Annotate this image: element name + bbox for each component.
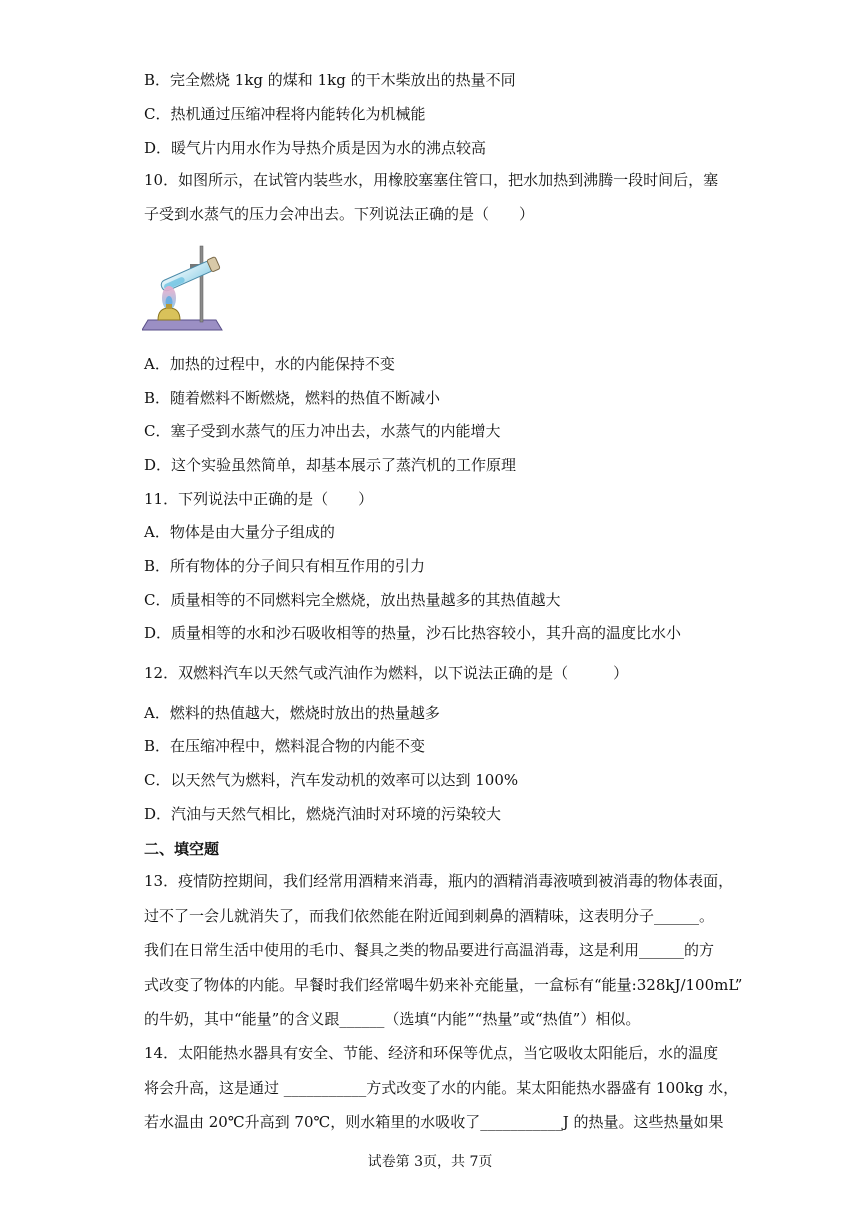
q12-option-b: B．在压缩冲程中，燃料混合物的内能不变 [144, 737, 426, 755]
q13-line-4: 式改变了物体的内能。早餐时我们经常喝牛奶来补充能量，一盒标有“能量:328kJ/100mL” [144, 975, 743, 994]
q13-line-3: 我们在日常生活中使用的毛巾、餐具之类的物品要进行高温消毒，这是利用______的方 [144, 941, 715, 959]
q11-option-b: B．所有物体的分子间只有相互作用的引力 [144, 557, 426, 575]
q10-option-d: D．这个实验虽然简单，却基本展示了蒸汽机的工作原理 [144, 456, 517, 474]
q14-text [144, 1036, 739, 1140]
section-title-fill-in: 二、填空题 [144, 840, 220, 858]
q12-option-d: D．汽油与天然气相比，燃烧汽油时对环境的污染较大 [144, 805, 502, 823]
q13-line-5: 的牛奶，其中“能量”的含义跟______（选填“内能”“热量”或“热值”）相似。 [144, 1010, 641, 1028]
q13-text [144, 864, 743, 1037]
q9-option-d: D．暖气片内用水作为导热介质是因为水的沸点较高 [144, 139, 487, 157]
q9-option-c: C．热机通过压缩冲程将内能转化为机械能 [144, 105, 426, 123]
q10-option-c: C．塞子受到水蒸气的压力冲出去，水蒸气的内能增大 [144, 422, 501, 440]
q12-stem: 12．双燃料汽车以天然气或汽油作为燃料，以下说法正确的是（ ） [144, 664, 629, 682]
q14-line-1: 14．太阳能热水器具有安全、节能、经济和环保等优点，当它吸收太阳能后，水的温度 [144, 1044, 719, 1062]
q10-option-a: A．加热的过程中，水的内能保持不变 [144, 355, 395, 373]
q12-option-c: C．以天然气为燃料，汽车发动机的效率可以达到 100% [144, 771, 519, 789]
q10-option-b: B．随着燃料不断燃烧，燃料的热值不断减小 [144, 389, 441, 407]
q11-stem: 11．下列说法中正确的是（ ） [144, 490, 374, 508]
q13-line-2: 过不了一会儿就消失了，而我们依然能在附近闻到刺鼻的酒精味，这表明分子______。 [144, 906, 715, 925]
q14-line-2: 将会升高，这是通过 ___________方式改变了水的内能。某太阳能热水器盛有 100kg 水， [144, 1078, 739, 1097]
q11-option-d: D．质量相等的水和沙石吸收相等的热量，沙石比热容较小，其升高的温度比水小 [144, 624, 682, 642]
q14-line-3: 若水温由 20℃升高到 70℃，则水箱里的水吸收了___________J 的热量。这些热量如果 [144, 1113, 724, 1131]
q12-option-a: A．燃料的热值越大，燃烧时放出的热量越多 [144, 704, 440, 722]
test-tube-heating-figure [142, 238, 228, 338]
q13-line-1: 13．疫情防控期间，我们经常用酒精来消毒，瓶内的酒精消毒液喷到被消毒的物体表面， [144, 872, 734, 890]
page-footer: 试卷第 3页，共 7页 [367, 1154, 493, 1170]
q10-stem-line-1: 10．如图所示，在试管内装些水，用橡胶塞塞住管口，把水加热到沸腾一段时间后，塞 [144, 171, 719, 189]
q11-option-c: C．质量相等的不同燃料完全燃烧，放出热量越多的其热值越大 [144, 591, 561, 609]
q10-stem [144, 163, 724, 231]
q11-option-a: A．物体是由大量分子组成的 [144, 523, 335, 541]
q10-stem-line-2: 子受到水蒸气的压力会冲出去。下列说法正确的是（ ） [144, 205, 535, 223]
q9-option-b: B．完全燃烧 1kg 的煤和 1kg 的干木柴放出的热量不同 [144, 71, 516, 89]
